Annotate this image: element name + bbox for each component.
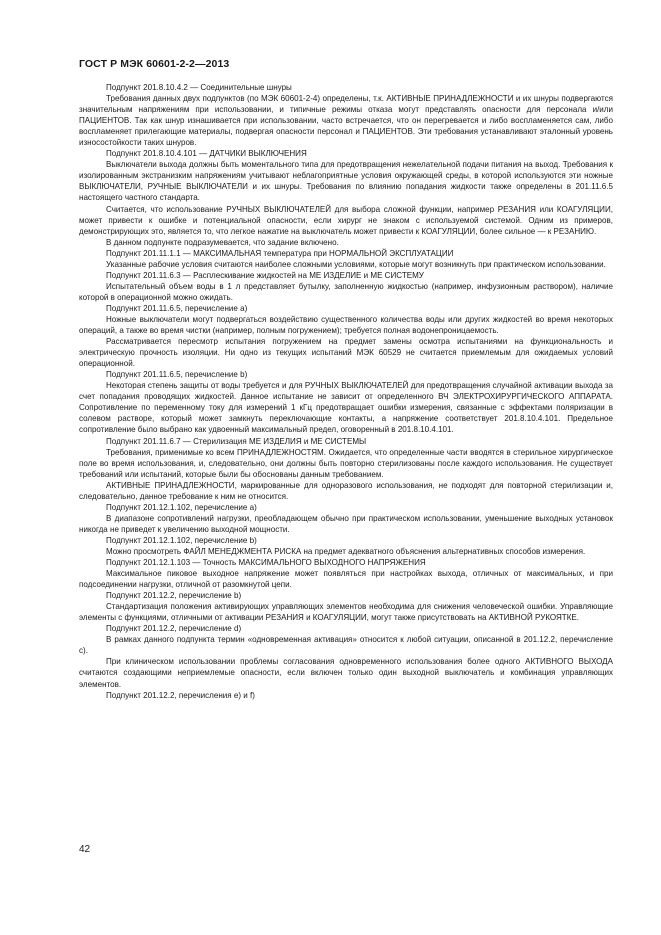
paragraph: Выключатели выхода должны быть моментального типа для предотвращения нежелательной подачи питания на выход. Требования к изолированным экстранизким напряжениям учитывают неблагоприятные условия окружающей среды, в которой используются эти ножные ВЫКЛЮЧАТЕЛИ, РУЧНЫЕ ВЫКЛЮЧАТЕЛИ и их шнуры. Требования по влиянию попадания жидкости также определены в 201.11.6.5 настоящего частного стандарта. [79,160,613,203]
paragraph: Подпункт 201.12.1.102, перечисление b) [106,535,257,545]
paragraph: Испытательный объем воды в 1 л представляет бутылку, заполненную жидкостью (например, инфузионным раствором), наличие которой в операционной можно ожидать. [79,281,613,302]
paragraph: Подпункт 201.11.6.5, перечисление a) [106,303,248,313]
paragraph: Подпункт 201.12.2, перечисления e) и f) [106,690,255,700]
paragraph: Некоторая степень защиты от воды требуется и для РУЧНЫХ ВЫКЛЮЧАТЕЛЕЙ для предотвращения случайной активации выхода за счет попадания проводящих жидкостей. Данное испытание не зависит от определенного ВЧ ЭЛЕКТРОХИРУРГИЧЕСКОГО АППАРАТА. Сопротивление по переменному току для измерений 1 кГц предотвращает ошибки измерения, связанные с эффектами поляризации в солевом растворе, который может замкнуть переключающие контакты, а напряжение соответствует 201.8.10.4.101. Предельное сопротивление было выбрано как удвоенный максимальный предел, оговоренный в 201.8.10.4.101. [79,381,613,435]
paragraph: Подпункт 201.11.6.3 — Расплескивание жидкостей на МЕ ИЗДЕЛИЕ и МЕ СИСТЕМУ [106,270,424,280]
paragraph: В диапазоне сопротивлений нагрузки, преобладающем обычно при практическом использовании, уменьшение выходных установок никогда не приведет к увеличению выходной мощности. [79,513,613,534]
paragraph: Рассматривается пересмотр испытания погружением на предмет замены осмотра испытаниями на функциональность и электрическую прочность изоляции. Ни одно из текущих испытаний МЭК 60529 не считается приемлемым для ожидаемых условий операционной. [79,337,613,369]
paragraph: Подпункт 201.12.2, перечисление b) [106,591,242,601]
paragraph: Подпункт 201.12.1.102, перечисление a) [106,502,257,512]
paragraph: В рамках данного подпункта термин «одновременная активация» относится к любой ситуации, описанной в 201.12.2, перечисление c). [79,635,613,656]
paragraph: Указанные рабочие условия считаются наиболее сложными условиями, которые могут возникнуть при практическом использовании. [106,259,606,269]
paragraph: Подпункт 201.11.6.7 — Стерилизация МЕ ИЗДЕЛИЯ и МЕ СИСТЕМЫ [106,436,367,446]
paragraph: Подпункт 201.12.1.103 — Точность МАКСИМАЛЬНОГО ВЫХОДНОГО НАПРЯЖЕНИЯ [106,558,426,568]
paragraph: Требования, применимые ко всем ПРИНАДЛЕЖНОСТЯМ. Ожидается, что определенные части вводятся в стерильное хирургическое поле во время использования, и, следовательно, они должны быть повторно стерилизованы после каждого использования. Не существует требований или испытаний, которые были бы обоснованы данным требованием. [79,447,613,479]
paragraph: Подпункт 201.11.1.1 — МАКСИМАЛЬНАЯ температура при НОРМАЛЬНОЙ ЭКСПЛУАТАЦИИ [106,248,454,258]
paragraph: В данном подпункте подразумевается, что задание включено. [106,237,339,247]
paragraph: Стандартизация положения активирующих управляющих элементов необходима для снижения человеческой ошибки. Управляющие элементы с функциями, отличными от активации РЕЗАНИЯ и КОАГУЛЯЦИИ, могут также присутствовать на АКТИВНОЙ РУКОЯТКЕ. [79,602,613,623]
paragraph: Подпункт 201.12.2, перечисление d) [106,624,242,634]
paragraph: Считается, что использование РУЧНЫХ ВЫКЛЮЧАТЕЛЕЙ для выбора сложной функции, например РЕЗАНИЯ или КОАГУЛЯЦИИ, может привести к ошибке и потенциальной опасности, если хирург не знаком с используемой системой. Одним из примеров, демонстрирующих это, является то, что легкое нажатие на выключатель может привести к КОАГУЛЯЦИИ, более сильное — к РЕЗАНИЮ. [79,204,613,236]
document-body [79,82,613,701]
paragraph: Подпункт 201.11.6.5, перечисление b) [106,370,248,380]
paragraph: При клиническом использовании проблемы согласования одновременного использования более одного АКТИВНОГО ВЫХОДА считаются создающими неприемлемые опасности, если включен только один выходной выключатель и комбинация управляющих элементов. [79,657,613,689]
paragraph: Ножные выключатели могут подвергаться воздействию существенного количества воды или других жидкостей во время некоторых операций, а также во время чистки (например, полным погружением); требуется полная водонепроницаемость. [79,314,613,336]
paragraph: Требования данных двух подпунктов (по МЭК 60601-2-4) определены, т.к. АКТИВНЫЕ ПРИНАДЛЕЖНОСТИ и их шнуры подвергаются значительным напряжениям при использовании, и типичные режимы отказа могут представлять опасности для персонала и/или ПАЦИЕНТОВ. Так как шнур изнашивается при использовании, часто встречается, что он перегревается и либо воспламеняется сам, либо воспламеняет прилегающие материалы, подвергая опасности персонал и ПАЦИЕНТОВ. Эти требования устанавливают эталонный уровень износостойкости таких шнуров. [79,94,613,148]
paragraph: Максимальное пиковое выходное напряжение может появляться при настройках выхода, отличных от максимальных, и при подсоединении нагрузки, отличной от разомкнутой цепи. [79,569,613,590]
paragraph: Подпункт 201.8.10.4.101 — ДАТЧИКИ ВЫКЛЮЧЕНИЯ [106,149,307,159]
paragraph: Подпункт 201.8.10.4.2 — Соединительные шнуры [106,83,292,92]
paragraph: АКТИВНЫЕ ПРИНАДЛЕЖНОСТИ, маркированные для одноразового использования, не подходят для повторной стерилизации и, следовательно, данное требование к ним не относится. [79,480,613,501]
paragraph: Можно просмотреть ФАЙЛ МЕНЕДЖМЕНТА РИСКА на предмет адекватного объяснения альтернативных способов измерения. [106,546,586,556]
standard-header: ГОСТ Р МЭК 60601-2-2—2013 [79,58,230,70]
page-number: 42 [79,844,91,855]
